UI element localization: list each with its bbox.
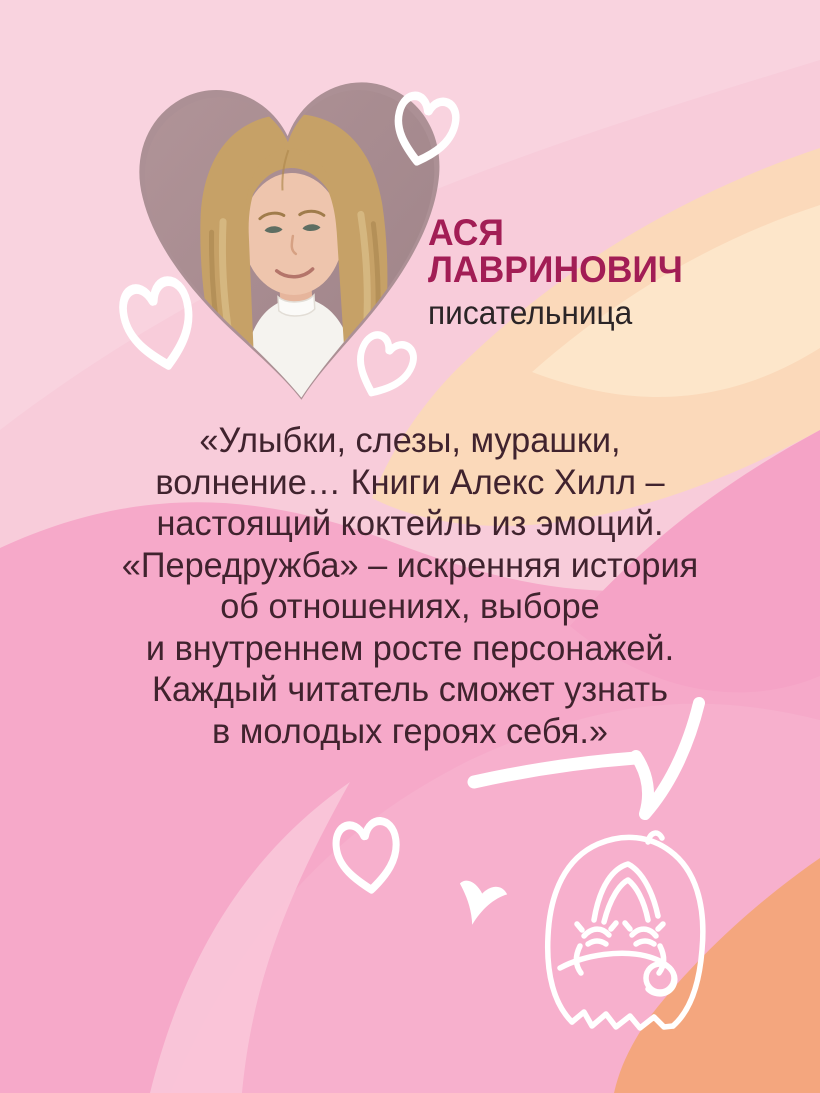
author-name <box>428 214 716 288</box>
quote-text <box>8 420 812 752</box>
quote-line: Каждый читатель сможет узнать <box>151 670 668 709</box>
quote-line: «Передружба» – искренняя история <box>121 545 699 585</box>
author-name-line2: ЛАВРИНОВИЧ <box>428 249 683 290</box>
quote-line: и внутреннем росте персонажей. <box>145 628 675 668</box>
author-name-line1: АСЯ <box>428 212 504 253</box>
quote-line: волнение… Книги Алекс Хилл – <box>155 462 665 502</box>
heart-outline-icon <box>322 803 412 903</box>
quote-line: в молодых героях себя.» <box>212 711 608 751</box>
crying-girl-doodle-icon <box>538 826 716 1040</box>
author-block <box>428 214 716 330</box>
heart-filled-icon <box>448 870 513 934</box>
quote-line: настоящий коктейль из эмоций. <box>156 504 664 543</box>
quote-line: «Улыбки, слезы, мурашки, <box>199 421 621 460</box>
quote-line: об отношениях, выборе <box>220 587 600 626</box>
author-role: писательница <box>428 294 633 331</box>
